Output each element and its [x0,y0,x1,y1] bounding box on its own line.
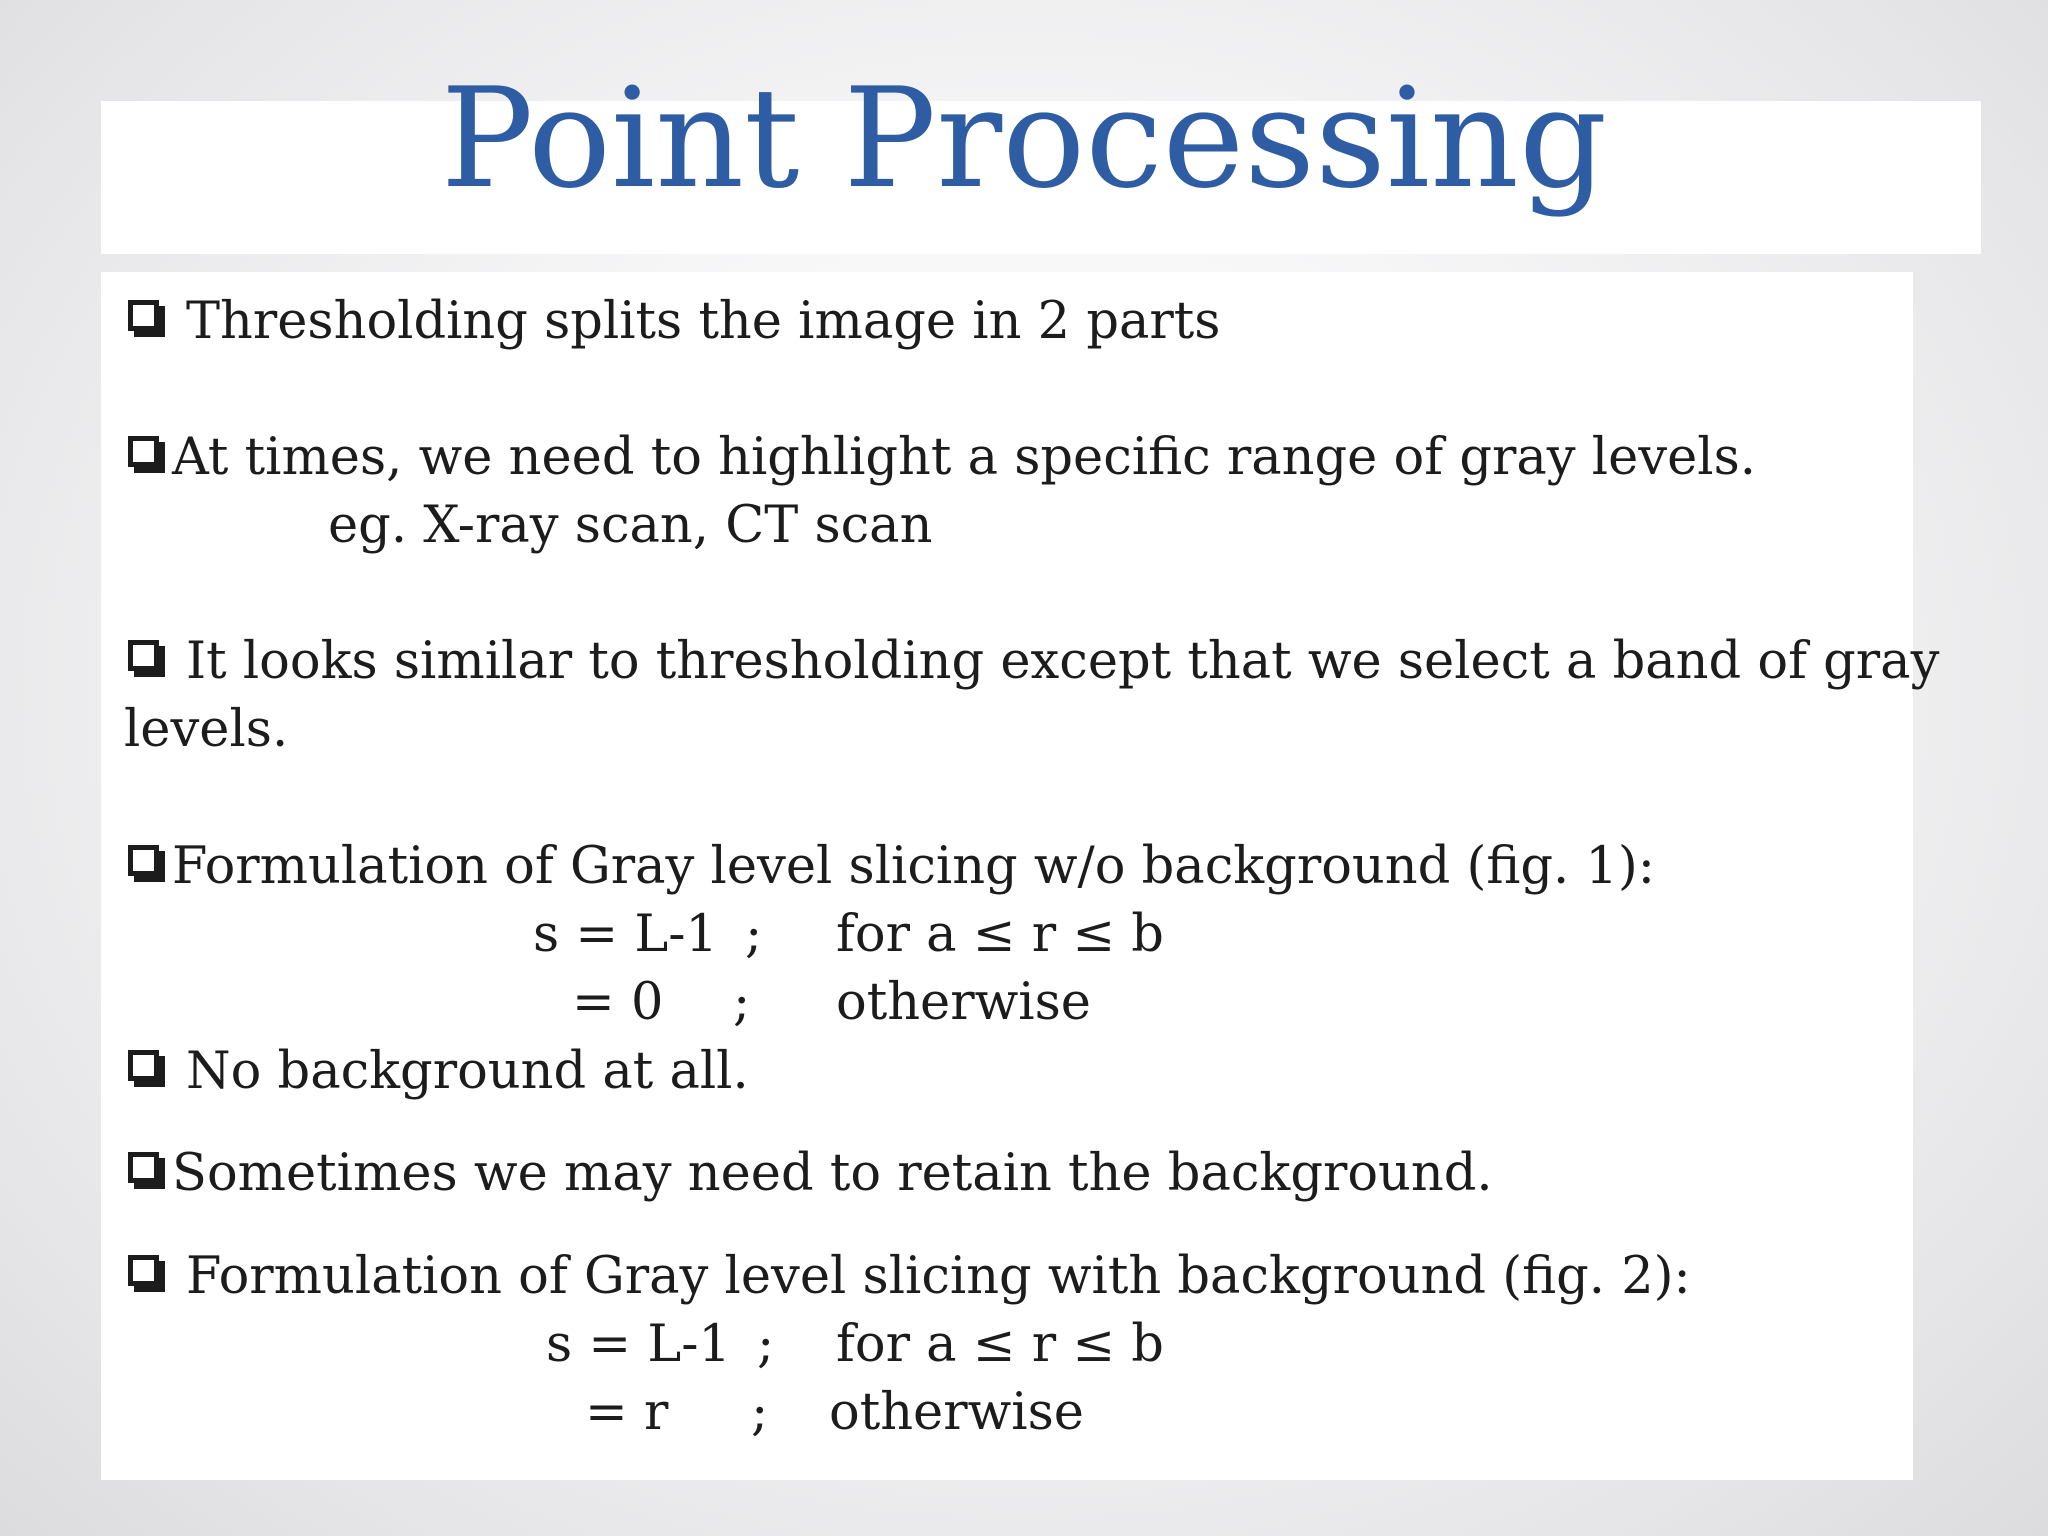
eq2-row1-cond: for a ≤ r ≤ b [836,1315,1164,1374]
bullet-similar-thresholding: It looks similar to thresholding except that we select a band of gray [186,632,1940,691]
eq2-row2-sep: ; [751,1383,769,1442]
eq1-row1-lhs: s = L-1 [533,905,718,964]
continuation-line: levels. [124,700,289,759]
eq1-row2-sep: ; [733,973,751,1032]
bullet-no-background: No background at all. [186,1042,749,1101]
checkbox-bullet-icon [128,436,159,467]
eq2-row2-cond: otherwise [829,1383,1084,1442]
example-line: eg. X-ray scan, CT scan [328,496,933,555]
checkbox-bullet-icon [128,300,159,331]
eq1-row1-sep: ; [745,905,763,964]
checkbox-bullet-icon [128,640,159,671]
bullet-formulation-with-bg: Formulation of Gray level slicing with background (fig. 2): [186,1247,1691,1306]
eq1-row2-lhs: = 0 [572,973,664,1032]
checkbox-bullet-icon [128,1152,159,1183]
bullet-thresholding: Thresholding splits the image in 2 parts [186,292,1221,351]
checkbox-bullet-icon [128,845,159,876]
bullet-highlight-range: At times, we need to highlight a specific range of gray levels. [172,428,1756,487]
eq2-row1-sep: ; [757,1315,775,1374]
bullet-formulation-without-bg: Formulation of Gray level slicing w/o background (fig. 1): [172,837,1655,896]
bullet-retain-background: Sometimes we may need to retain the background. [172,1144,1493,1203]
checkbox-bullet-icon [128,1050,159,1081]
checkbox-bullet-icon [128,1255,159,1286]
eq2-row2-lhs: = r [585,1383,669,1442]
slide-title: Point Processing [440,58,1608,219]
eq1-row1-cond: for a ≤ r ≤ b [836,905,1164,964]
eq1-row2-cond: otherwise [836,973,1091,1032]
eq2-row1-lhs: s = L-1 [546,1315,731,1374]
